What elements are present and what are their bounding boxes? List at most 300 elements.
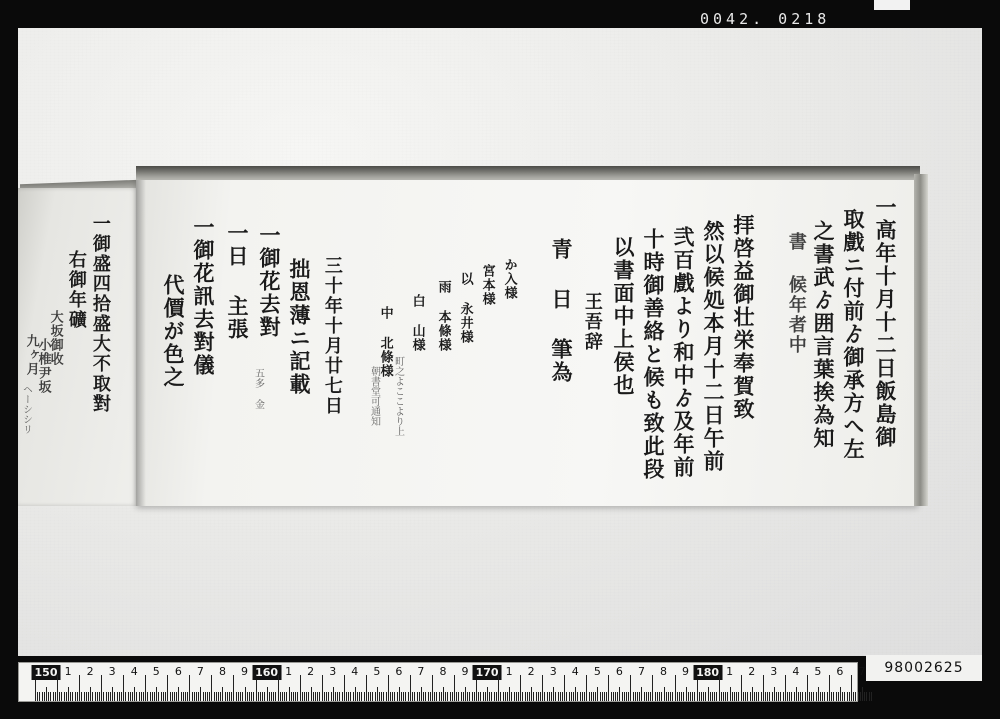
ruler-tick-minor [121,692,122,701]
ruler-tick-minor [604,692,605,701]
ruler-tick-minor [690,692,691,701]
ruler-tick-minor [313,692,314,701]
ruler-tick-minor [796,687,797,701]
ruler-tick-minor [712,692,713,701]
ruler-tick-minor [99,692,100,701]
ruler-tick-minor [247,692,248,701]
ruler-tick-major [366,675,367,701]
ruler-tick-minor [227,692,228,701]
ruler-label: 7 [637,665,645,678]
ruler-tick-minor [421,687,422,701]
ruler-tick-minor [77,692,78,701]
annotation-1: 町之よここより上 [392,356,404,436]
ruler-tick-minor [635,692,636,701]
ruler-tick-minor [88,692,89,701]
ruler-tick-major [542,675,543,701]
ruler-tick-minor [125,692,126,701]
ruler-tick-minor [580,692,581,701]
ruler-tick-minor [500,692,501,701]
addressee-5: 宮本様 [479,264,495,306]
accession-number-label: 98002625 [866,655,982,681]
ruler-tick-minor [668,692,669,701]
ruler-tick-minor [730,687,731,701]
ruler-tick-minor [778,692,779,701]
ruler-tick-minor [538,692,539,701]
ruler-tick-minor [245,687,246,701]
ruler-tick-major [322,675,323,701]
ruler-tick-major [233,675,234,701]
ruler-tick-minor [147,692,148,701]
ruler-tick-minor [240,692,241,701]
ruler-tick-minor [611,692,612,701]
ruler-tick-minor [275,692,276,701]
ruler-tick-minor [42,692,43,701]
ruler-tick-minor [302,692,303,701]
ruler-tick-major [608,675,609,701]
ruler-tick-minor [721,692,722,701]
ruler-tick-minor [331,692,332,701]
ruler-tick-minor [655,692,656,701]
ruler-tick-minor [86,692,87,701]
ruler-tick-minor [72,692,73,701]
ruler-tick-minor [516,692,517,701]
ruler-tick-minor [847,692,848,701]
ruler-tick-minor [503,692,504,701]
ruler-tick-minor [196,692,197,701]
ruler-label: 5 [593,665,601,678]
page-col-19: 拙恩薄ニ記載 [287,258,313,396]
ruler-tick-minor [304,692,305,701]
ruler-tick-minor [478,692,479,701]
ruler-tick-minor [97,692,98,701]
ruler-tick-minor [703,692,704,701]
ruler-label: 1 [505,665,513,678]
ruler-tick-minor [769,692,770,701]
ruler-tick-minor [822,692,823,701]
ruler-label: 9 [461,665,469,678]
ruler-tick-minor [480,692,481,701]
film-frame-marker [874,0,910,10]
ruler-tick-minor [522,692,523,701]
ruler-tick-minor [291,692,292,701]
ruler-tick-minor [401,692,402,701]
ruler-tick-minor [222,687,223,701]
ruler-tick-minor [194,692,195,701]
ruler-tick-minor [209,692,210,701]
ruler-tick-minor [569,692,570,701]
ruler-label: 6 [615,665,623,678]
ruler-tick-minor [833,692,834,701]
ruler-tick-minor [350,692,351,701]
ruler-tick-minor [820,692,821,701]
addressee-1: 中 北條様 [377,306,393,378]
ruler-tick-minor [591,692,592,701]
ruler-tick-minor [434,692,435,701]
ruler-tick-minor [511,692,512,701]
ruler-tick-minor [710,692,711,701]
ruler-tick-minor [170,692,171,701]
ruler-tick-minor [802,692,803,701]
ruler-label: 2 [748,665,756,678]
ruler-tick-minor [214,692,215,701]
page-col-18: 三十年十月廿七日 [321,256,343,416]
ruler-tick-minor [551,692,552,701]
page-col-1: 一高年十月十二日飯島御 [873,196,899,449]
ruler-tick-major [741,675,742,701]
ruler-tick-minor [361,692,362,701]
ruler-tick-minor [761,692,762,701]
ruler-tick-minor [428,692,429,701]
ruler-tick-minor [48,692,49,701]
ruler-tick-minor [200,687,201,701]
ruler-tick-minor [686,687,687,701]
ruler-tick-minor [152,692,153,701]
ruler-tick-minor [55,692,56,701]
ruler-tick-minor [525,692,526,701]
ruler-tick-minor [267,687,268,701]
ruler-tick-minor [156,687,157,701]
ruler-tick-minor [844,692,845,701]
ruler-tick-minor [110,692,111,701]
ruler-tick-minor [183,692,184,701]
ruler-tick-minor [342,692,343,701]
ruler-tick-minor [134,687,135,701]
ruler-tick-major [410,675,411,701]
ruler-label: 9 [682,665,690,678]
ruler-tick-minor [798,692,799,701]
ruler-tick-minor [858,692,859,701]
ruler-tick-minor [447,692,448,701]
ruler-tick-minor [61,692,62,701]
ruler-tick-minor [317,692,318,701]
ruler-tick-major [807,675,808,701]
ruler-tick-minor [871,692,872,701]
ruler-tick-minor [66,692,67,701]
ruler-label: 1 [64,665,72,678]
ruler-tick-minor [383,692,384,701]
ruler-tick-minor [840,687,841,701]
ruler-tick-minor [50,692,51,701]
ruler-tick-minor [394,692,395,701]
ruler-tick-minor [271,692,272,701]
ruler-tick-minor [368,692,369,701]
ruler-tick-minor [339,692,340,701]
ruler-tick-minor [487,687,488,701]
ruler-tick-minor [602,692,603,701]
addressee-2: 白 山様 [409,294,425,352]
ruler-label: 7 [196,665,204,678]
ruler-tick-minor [805,692,806,701]
ruler-tick-minor [750,692,751,701]
ruler-tick-major [145,675,146,701]
ruler-tick-minor [377,687,378,701]
ruler-tick-minor [68,687,69,701]
ruler-tick-major [167,675,168,701]
ruler-tick-minor [540,692,541,701]
ruler-tick-major [652,675,653,701]
left-col-6: ヘーシシリ [20,384,32,434]
ruler-tick-minor [694,692,695,701]
ruler-tick-minor [53,692,54,701]
ruler-label: 5 [814,665,822,678]
ruler-tick-minor [441,692,442,701]
ruler-tick-minor [855,692,856,701]
ruler-tick-major [630,675,631,701]
ruler-tick-minor [509,687,510,701]
ruler-tick-minor [176,692,177,701]
ruler-tick-major [57,675,58,701]
ruler-tick-major [498,675,499,701]
ruler-tick-minor [648,692,649,701]
ruler-tick-minor [670,692,671,701]
ruler-tick-minor [205,692,206,701]
ruler-tick-minor [465,687,466,701]
ruler-tick-minor [419,692,420,701]
ruler-label: 4 [792,665,800,678]
ruler-tick-minor [558,692,559,701]
ruler-tick-minor [198,692,199,701]
ruler-tick-minor [158,692,159,701]
ruler-tick-minor [439,692,440,701]
ruler-tick-minor [112,687,113,701]
ruler-tick-minor [816,692,817,701]
ruler-tick-minor [150,692,151,701]
right-page [136,180,918,506]
ruler-label: 4 [130,665,138,678]
ruler-tick-minor [650,692,651,701]
ruler-tick-minor [842,692,843,701]
ruler-tick-minor [326,692,327,701]
ruler-tick-minor [108,692,109,701]
ruler-tick-major [300,675,301,701]
ruler-tick-minor [458,692,459,701]
ruler-tick-minor [397,692,398,701]
ruler-tick-minor [262,692,263,701]
fore-edge [914,174,928,506]
ruler-tick-minor [734,692,735,701]
ruler-label: 3 [549,665,557,678]
ruler-tick-minor [683,692,684,701]
ruler-tick-minor [666,692,667,701]
ruler-label: 2 [527,665,535,678]
ruler-tick-minor [469,692,470,701]
ruler-tick-minor [337,692,338,701]
ruler-tick-minor [772,692,773,701]
ruler-tick-minor [75,692,76,701]
ruler-label: 170 [473,665,502,680]
ruler-tick-major [785,675,786,701]
ruler-tick-minor [103,692,104,701]
ruler-tick-minor [92,692,93,701]
page-col-6: 然以候処本月十二日午前 [701,220,727,473]
page-col-2: 取戲ニ付前ゟ御承方へ左 [841,208,867,461]
ruler-tick-minor [251,692,252,701]
ruler-tick-minor [533,692,534,701]
ruler-tick-minor [619,687,620,701]
ruler-tick-minor [364,692,365,701]
ruler-tick-minor [280,692,281,701]
ruler-tick-minor [37,692,38,701]
ruler-label: 6 [174,665,182,678]
ruler-tick-minor [117,692,118,701]
ruler-tick-minor [716,692,717,701]
ruler-tick-minor [664,687,665,701]
ruler-tick-minor [514,692,515,701]
ruler-tick-minor [463,692,464,701]
ruler-tick-minor [677,692,678,701]
ruler-tick-minor [253,692,254,701]
ruler-tick-minor [641,687,642,701]
ruler-tick-minor [450,692,451,701]
ruler-tick-minor [95,692,96,701]
ruler-tick-minor [46,687,47,701]
ruler-tick-minor [417,692,418,701]
ruler-tick-minor [606,692,607,701]
ruler-tick-minor [800,692,801,701]
ruler-tick-minor [505,692,506,701]
ruler-tick-minor [238,692,239,701]
ruler-tick-minor [575,687,576,701]
ruler-tick-minor [864,692,865,701]
ruler-tick-minor [613,692,614,701]
ruler-tick-minor [216,692,217,701]
ruler-label: 6 [836,665,844,678]
ruler-tick-minor [624,692,625,701]
main-leaf-top-edge [136,166,920,181]
ruler-tick-minor [375,692,376,701]
ruler-tick-minor [59,692,60,701]
ruler-tick-minor [474,692,475,701]
ruler-tick-minor [44,692,45,701]
ruler-label: 2 [86,665,94,678]
ruler-tick-minor [491,692,492,701]
ruler-label: 1 [726,665,734,678]
annotation-3: 五多 金 [252,368,264,409]
ruler-tick-minor [866,692,867,701]
ruler-label: 5 [373,665,381,678]
ruler-tick-minor [333,687,334,701]
ruler-tick-major [432,675,433,701]
ruler-tick-minor [555,692,556,701]
ruler-label: 2 [307,665,315,678]
ruler-tick-minor [328,692,329,701]
ruler-tick-minor [414,692,415,701]
ruler-tick-minor [286,692,287,701]
ruler-tick-major [278,675,279,701]
ruler-tick-minor [626,692,627,701]
page-col-4: 書 候年者中 [785,232,807,355]
ruler-label: 5 [152,665,160,678]
ruler-tick-minor [544,692,545,701]
ruler-tick-minor [836,692,837,701]
page-col-7: 弐百戲より和中ゟ及年前 [671,226,697,479]
ruler-tick-minor [452,692,453,701]
left-col-1: 一御盛四拾盛大不取對 [89,214,111,414]
ruler-label: 9 [241,665,248,678]
ruler-tick-minor [754,692,755,701]
ruler-tick-minor [615,692,616,701]
ruler-tick-minor [81,692,82,701]
ruler-tick-minor [84,692,85,701]
ruler-tick-minor [811,692,812,701]
ruler-tick-minor [582,692,583,701]
ruler-tick-minor [736,692,737,701]
addressee-3: 雨 本條様 [435,280,451,352]
ruler-tick-minor [295,692,296,701]
left-page [18,188,138,506]
ruler-tick-minor [622,692,623,701]
ruler-tick-minor [207,692,208,701]
ruler-tick-minor [672,692,673,701]
ruler-tick-major [520,675,521,701]
ruler-tick-minor [688,692,689,701]
ruler-tick-minor [264,692,265,701]
ruler-label: 8 [660,665,667,678]
ruler-tick-minor [566,692,567,701]
ruler-tick-minor [692,692,693,701]
ruler-tick-major [564,675,565,701]
ruler-label: 4 [571,665,579,678]
ruler-tick-minor [628,692,629,701]
ruler-tick-minor [229,692,230,701]
ruler-tick-minor [637,692,638,701]
annotation-2: 朝書堂可通知 [368,366,380,426]
page-col-5: 拝啓益御壮栄奉賀致 [731,214,757,421]
ruler-tick-minor [39,692,40,701]
ruler-tick-major [454,675,455,701]
ruler-tick-minor [529,692,530,701]
ruler-tick-minor [705,692,706,701]
ruler-tick-major [851,675,852,701]
ruler-tick-minor [701,692,702,701]
ruler-tick-major [79,675,80,701]
ruler-tick-minor [236,692,237,701]
ruler-tick-minor [106,692,107,701]
ruler-tick-minor [732,692,733,701]
ruler-tick-minor [335,692,336,701]
ruler-tick-minor [600,692,601,701]
ruler-tick-minor [752,687,753,701]
ruler-tick-minor [639,692,640,701]
ruler-tick-minor [445,692,446,701]
ruler-tick-minor [90,687,91,701]
ruler-tick-major [719,675,720,701]
ruler-tick-minor [536,692,537,701]
ruler-tick-major [344,675,345,701]
ruler-tick-major [211,675,212,701]
ruler-tick-minor [359,692,360,701]
ruler-tick-minor [405,692,406,701]
left-col-3: 大坂御收 [47,310,63,366]
ruler-tick-minor [791,692,792,701]
ruler-tick-minor [862,687,863,701]
ruler-label: 3 [108,665,116,678]
ruler-tick-minor [818,687,819,701]
ruler-tick-minor [297,692,298,701]
ruler-tick-minor [584,692,585,701]
ruler-tick-minor [461,692,462,701]
ruler-tick-minor [617,692,618,701]
ruler-tick-minor [163,692,164,701]
ruler-tick-minor [289,687,290,701]
ruler-label: 7 [417,665,425,678]
ruler-tick-minor [679,692,680,701]
ruler-tick-minor [187,692,188,701]
ruler-tick-minor [659,692,660,701]
ruler-label: 150 [32,665,61,680]
ruler-tick-minor [518,692,519,701]
page-col-20: 一御花去對 [257,224,283,339]
